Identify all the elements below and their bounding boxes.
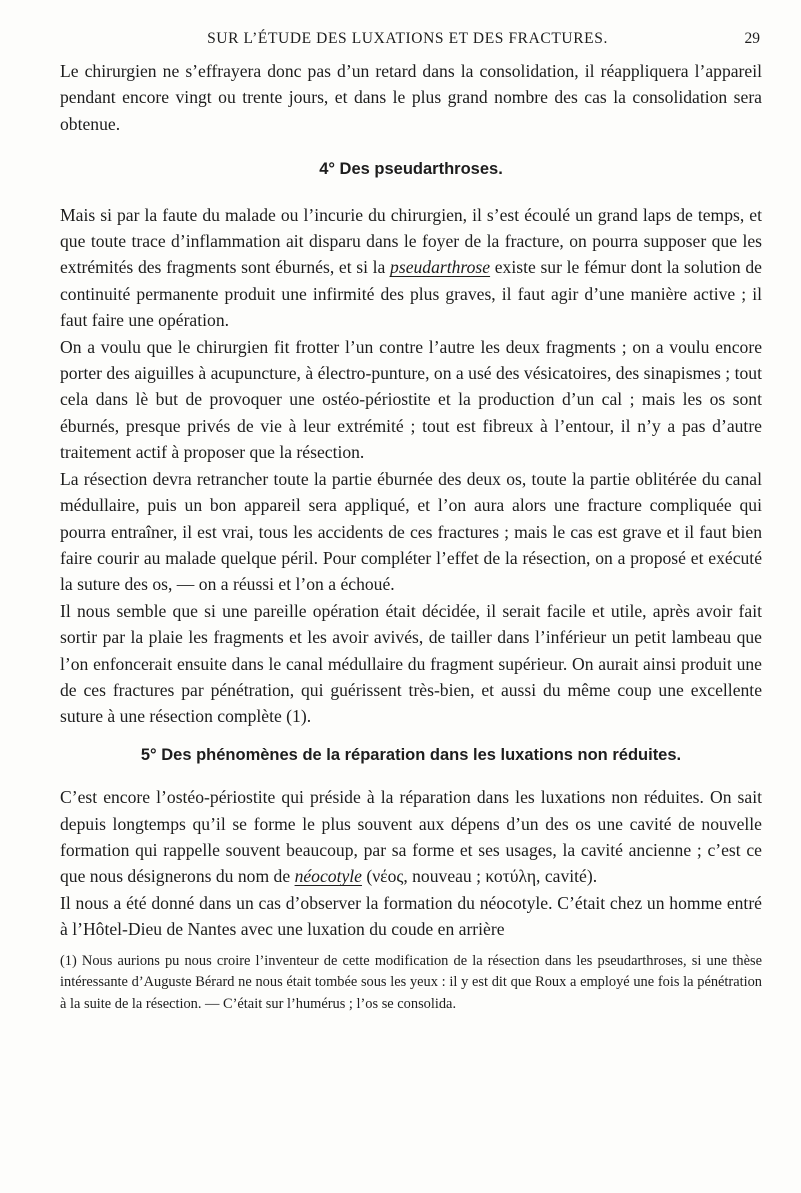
term-pseudarthrose: pseudarthrose [390, 257, 491, 278]
paragraph-neocotyle-part-b: (νέος, nouveau ; κοτύλη, cavité). [361, 866, 598, 887]
paragraph-consolidation [60, 58, 762, 137]
paragraph-pseudarthrose-part-b: existe sur le fémur dont la solution de continuité permanente produit une infirmité des plus graves, il faut agir d’une manière active ; il faut faire une opération. [60, 257, 762, 331]
paragraph-treatments: On a voulu que le chirurgien fit frotter l’un contre l’autre les deux fragments ; on a voulu encore porter des aiguilles à acupuncture, à électro-punture, on a usé des vésicatoires, des sinapismes ; tout cela dans lè but de provoquer une ostéo-périostite et la production d’un cal ; mais les os sont éburnés, presque privés de vie à leur extrémité ; tout est fibreux à l’entour, il n’y a pas d’autre traitement actif à proposer que la résection. [60, 336, 762, 463]
paragraph-observation: Il nous a été donné dans un cas d’observer la formation du néocotyle. C’était chez un homme entré à l’Hôtel-Dieu de Nantes avec une luxation du coude en arrière [60, 892, 762, 940]
paragraph-pseudarthrose [60, 202, 762, 334]
paragraph-operation: Il nous semble que si une pareille opération était décidée, il serait facile et utile, après avoir fait sortir par la plaie les fragments et les avoir avivés, de tailler dans l’inférieur un petit lambeau que l’on enfoncerait ensuite dans le canal médullaire du fragment supérieur. On aurait ainsi produit une de ces fractures par pénétration, qui guérissent très-bien, et aussi du même coup une excellente suture à une résection complète (1). [60, 600, 762, 727]
paragraph-neocotyle [60, 784, 762, 890]
page-number: 29 [744, 30, 760, 47]
footnote: (1) Nous aurions pu nous croire l’inventeur de cette modification de la résection dans les pseudarthroses, si une thèse intéressante d’Auguste Bérard ne nous était tombée sous les yeux : il y est dit que Roux a employé une fois la pénétration à la suite de la résection. — C’était sur l’humérus ; l’os se consolida. [60, 952, 762, 1012]
paragraph-resection: La résection devra retrancher toute la partie éburnée des deux os, toute la partie oblitérée du canal médullaire, puis un bon appareil sera appliqué, et l’on aura alors une fracture compliquée qui pourra entraîner, il est vrai, tous les accidents de ces fractures ; mais le cas est grave et il faut bien faire courir au malade quelque péril. Pour compléter l’effet de la résection, on a proposé et exécuté la suture des os, — on a réussi et l’on a échoué. [60, 468, 762, 595]
running-head [55, 30, 760, 52]
body-text [60, 58, 762, 1015]
section-title-pseudarthroses: 4° Des pseudarthroses. [319, 160, 503, 179]
term-neocotyle: néocotyle [294, 866, 362, 887]
running-title: SUR L’ÉTUDE DES LUXATIONS ET DES FRACTURES. [207, 30, 608, 47]
paragraph-consolidation-text: Le chirurgien ne s’effrayera donc pas d’un retard dans la consolidation, il réappliquera l’appareil pendant encore vingt ou trente jours, et dans le plus grand nombre des cas la consolidation sera obtenue. [60, 61, 762, 134]
paragraph-pseudarthrose-part-a: Mais si par la faute du malade ou l’incurie du chirurgien, il s’est écoulé un grand laps de temps, et que toute trace d’inflammation ait disparu dans le foyer de la fracture, on pourra supposer que les extrémités des fragments sont éburnés, et si la [60, 204, 762, 278]
paragraph-neocotyle-part-a: C’est encore l’ostéo-périostite qui préside à la réparation dans les luxations non réduites. On sait depuis longtemps qu’il se forme le plus souvent aux dépens d’un des os une cavité de nouvelle formation qui rappelle souvent beaucoup, par sa forme et ses usages, la cavité ancienne ; c’est ce que nous désignerons du nom de [60, 787, 762, 887]
section-title-reparation: 5° Des phénomènes de la réparation dans les luxations non réduites. [140, 745, 682, 764]
